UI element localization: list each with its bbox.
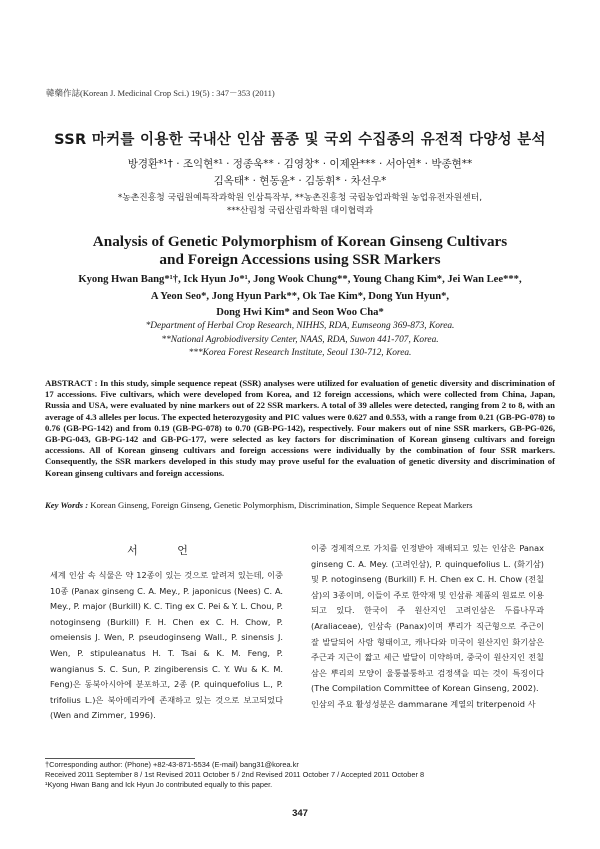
keywords-text: Korean Ginseng, Foreign Ginseng, Genetic Polymorphism, Discrimination, Simple Sequence Repeat Markers: [90, 500, 473, 510]
keywords-label: Key Words :: [45, 500, 89, 510]
korean-affiliation-line: ***산림청 국립산림과학원 대이협력과: [226, 206, 374, 216]
footnote-equal-contribution: ¹Kyong Hwan Bang and Ick Hyun Jo contributed equally to this paper.: [45, 780, 273, 789]
section-heading-introduction: 서 언: [127, 544, 206, 557]
english-title-line: Analysis of Genetic Polymorphism of Korean Ginseng Cultivars: [92, 233, 508, 250]
footnote-corresponding: †Corresponding author: (Phone) +82-43-871-5534 (E-mail) bang31@korea.kr: [45, 760, 299, 769]
right-column-paragraph: 인삼의 주요 활성성분은 dammarane 계열의 triterpenoid 사: [311, 698, 536, 709]
footnote-received: Received 2011 September 8 / 1st Revised 2011 October 5 / 2nd Revised 2011 October 7 / Accepted 2011 October 8: [45, 770, 425, 779]
korean-affiliations: [40, 192, 560, 218]
korean-authors-line: 방경환*¹† · 조익현*¹ · 정종욱** · 김영창* · 이제완*** · 서아연* · 박종현**: [127, 158, 473, 170]
korean-authors-line: 김옥태* · 현동윤* · 김동휘* · 차선우*: [213, 175, 387, 187]
english-authors-line: Dong Hwi Kim* and Seon Woo Cha*: [216, 307, 384, 318]
english-affiliation-line: **National Agrobiodiversity Center, NAAS, RDA, Suwon 441-707, Korea.: [161, 334, 439, 345]
english-authors-line: A Yeon Seo*, Jong Hyun Park**, Ok Tae Kim*, Dong Yun Hyun*,: [150, 290, 450, 302]
abstract: ABSTRACT : In this study, simple sequence repeat (SSR) analyses were utilized for evaluation of genetic diversity and discrimination of 17 accessions. Five cultivars, which were developed from Korea, and 12 foreign accessions, which were collected from China, Japan, Russia and USA, were evaluated by nine markers out of 22 SSR markers. A total of 39 alleles were detected, ranging from 2 to 8, with an average of 4.3 alleles per locus. The expected heterozygosity and PIC values were 0.627 and 0.553, with a range from 0.21 (GB-PG-078) to 0.76 (GB-PG-142) and from 0.19 (GB-PG-078) to 0.70 (GB-PG-142), respectively. Four makers out of nine SSR markers, GB-PG-026, GB-PG-043, GB-PG-142 and GB-PG-177, were selected as key factors for discrimination of Korean ginseng cultivars and foreign accessions. All of Korean ginseng cultivars and foreign accessions were individually by the combination of four SSR markers. Consequently, the SSR markers developed in this study may prove useful for the evaluation of genetic diversity and discrimination of Korean ginseng cultivars and foreign accessions.: [45, 378, 555, 478]
left-column-body: 세계 인삼 속 식물은 약 12종이 있는 것으로 알려져 있는데, 이중 10종 (Panax ginseng C. A. Mey., P. japonicus (Nees) C. A. Mey., P. major (Burkill) K. C. Ting ex C. Pei & Y. L. Chou, P. notoginseng (Burkill) F. H. Chen ex C. H. Chow, P. omeiensis J. Wen, P. pseudoginseng Wall., P. sinensis J. Wen, P. stipuleanatus H. T. Tsai & K. M. Feng, P. wangianus S. C. Sun, P. zingiberensis C. Y. Wu & K. M. Feng)은 동북아시아에 분포하고, 2종 (P. quinquefolius L., P. trifolius L.)은 북아메리카에 존재하고 있는 것으로 보고되었다 (Wen and Zimmer, 1996).: [50, 570, 283, 721]
english-affiliation-line: *Department of Herbal Crop Research, NIHHS, RDA, Eumseong 369-873, Korea.: [145, 321, 455, 331]
korean-affiliation-line: *농촌진흥청 국립원예특작과학원 인삼특작부, **농촌진흥청 국립농업과학원 농업유전자원센터,: [117, 193, 483, 203]
english-authors: [40, 272, 560, 322]
footnote-divider: [45, 758, 195, 759]
keywords: [45, 500, 565, 510]
english-authors-line: Kyong Hwan Bang*¹†, Ick Hyun Jo*¹, Jong Wook Chung**, Young Chang Kim*, Jei Wan Lee***,: [78, 274, 522, 285]
english-affiliations: [40, 320, 560, 361]
english-title: [40, 233, 560, 269]
right-column-paragraph: 이중 경제적으로 가치를 인정받아 재배되고 있는 인삼은 Panax ginseng C. A. Mey. (고려인삼), P. quinquefolius L. (화기삼) 및 P. notoginseng (Burkill) F. H. Chen ex C. H. Chow (전칠삼)의 3종이며, 이들이 주로 한약재 및 인삼류 제품의 원료로 이용되고 있다. 한국이 주 원산지인 고려인삼은 두릅나무과 (Araliaceae), 인삼속 (Panax)이며 뿌리가 직근형으로 주근이 잘 발달되어 사람 형태이고, 캐나다와 미국이 원산지인 화기삼은 주근과 지근이 짧고 세근 발달이 미약하며, 중국이 원산지인 전칠삼은 뿌리의 모양이 울퉁불퉁하고 검정색을 띠는 것이 특징이다 (The Compilation Committee of Korean Ginseng, 2002).: [311, 543, 544, 694]
korean-authors: [40, 156, 560, 190]
right-column-body: [311, 541, 544, 713]
korean-title: SSR 마커를 이용한 국내산 인삼 품종 및 국외 수집종의 유전적 다양성 분석: [54, 132, 546, 148]
journal-header: 韓藥作誌(Korean J. Medicinal Crop Sci.) 19(5) : 347－353 (2011): [46, 88, 275, 98]
english-affiliation-line: ***Korea Forest Research Institute, Seoul 130-712, Korea.: [188, 348, 412, 358]
english-title-line: and Foreign Accessions using SSR Markers: [159, 251, 441, 268]
page-number: 347: [292, 808, 308, 819]
